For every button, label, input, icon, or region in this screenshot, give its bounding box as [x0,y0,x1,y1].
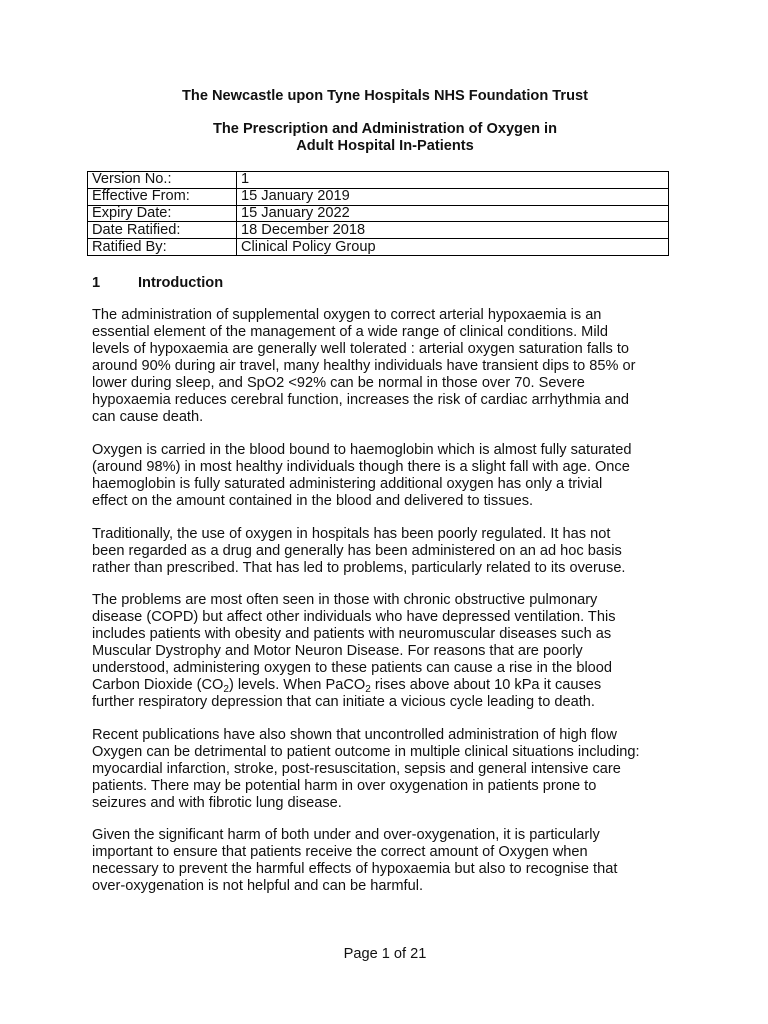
section-heading [92,275,223,292]
paragraph-line: Oxygen can be detrimental to patient outcome in multiple clinical situations including: [92,744,640,760]
section-number: 1 [92,275,101,291]
document-title-line-1: The Prescription and Administration of Oxygen in [212,121,558,137]
paragraph-line: been regarded as a drug and generally has been administered on an ad hoc basis [92,543,622,559]
paragraph-line: Traditionally, the use of oxygen in hospitals has been poorly regulated. It has not [92,526,611,542]
paragraph-line: around 90% during air travel, many healthy individuals have transient dips to 85% or [92,358,636,374]
meta-value: 1 [237,172,669,189]
table-row [88,188,669,205]
paragraph-2 [92,442,684,510]
text-run: rises above about 10 kPa it causes [370,677,602,693]
paragraph-line: The problems are most often seen in those with chronic obstructive pulmonary [92,592,598,608]
page-number: Page 1 of 21 [343,946,427,962]
paragraph-line: can cause death. [92,409,204,425]
paragraph-line: Recent publications have also shown that uncontrolled administration of high flow [92,727,617,743]
paragraph-line: (around 98%) in most healthy individuals though there is a slight fall with age. Once [92,459,630,475]
paragraph-3 [92,526,684,577]
table-row [88,239,669,256]
paragraph-line: Muscular Dystrophy and Motor Neuron Disease. For reasons that are poorly [92,643,583,659]
paragraph-line: necessary to prevent the harmful effects of hypoxaemia but also to recognise that [92,861,618,877]
section-title: Introduction [138,275,224,291]
meta-label: Expiry Date: [88,205,237,222]
meta-value: 15 January 2022 [237,205,669,222]
paragraph-line: important to ensure that patients receive the correct amount of Oxygen when [92,844,588,860]
paragraph-line: over-oxygenation is not helpful and can be harmful. [92,878,423,894]
paragraph-line: disease (COPD) but affect other individuals who have depressed ventilation. This [92,609,616,625]
meta-value: 15 January 2019 [237,188,669,205]
meta-label: Date Ratified: [88,222,237,239]
subscript: 2 [365,684,371,695]
paragraph-line: patients. There may be potential harm in over oxygenation in patients prone to [92,778,597,794]
document-title-line-2: Adult Hospital In-Patients [296,138,474,154]
paragraph-line: essential element of the management of a wide range of clinical conditions. Mild [92,324,608,340]
paragraph-line: levels of hypoxaemia are generally well tolerated : arterial oxygen saturation falls to [92,341,630,357]
text-run: ) levels. When PaCO [228,677,366,693]
meta-label: Version No.: [88,172,237,189]
document-title [92,121,678,155]
paragraph-line: lower during sleep, and SpO2 <92% can be normal in those over 70. Severe [92,375,585,391]
paragraph-line: Oxygen is carried in the blood bound to haemoglobin which is almost fully saturated [92,442,632,458]
subscript: 2 [223,684,229,695]
paragraph-4 [92,592,684,711]
paragraph-6 [92,827,684,895]
paragraph-line: includes patients with obesity and patients with neuromuscular diseases such as [92,626,612,642]
paragraph-line: The administration of supplemental oxygen to correct arterial hypoxaemia is an [92,307,602,323]
paragraph-line: haemoglobin is fully saturated administering additional oxygen has only a trivial [92,476,603,492]
text-run: Carbon Dioxide (CO [92,677,224,693]
paragraph-line: understood, administering oxygen to these patients can cause a rise in the blood [92,660,613,676]
document-metadata-table [87,171,669,256]
paragraph-line: myocardial infarction, stroke, post-resuscitation, sepsis and general intensive care [92,761,621,777]
paragraph-5 [92,727,684,812]
paragraph-line: effect on the amount contained in the blood and delivered to tissues. [92,493,534,509]
meta-label: Effective From: [88,188,237,205]
paragraph-line: hypoxaemia reduces cerebral function, increases the risk of cardiac arrhythmia and [92,392,629,408]
paragraph-line [92,677,684,694]
paragraph-line: rather than prescribed. That has led to problems, particularly related to its overuse. [92,560,626,576]
table-row [88,205,669,222]
meta-value: 18 December 2018 [237,222,669,239]
paragraph-line: Given the significant harm of both under and over-oxygenation, it is particularly [92,827,600,843]
organisation-title: The Newcastle upon Tyne Hospitals NHS Foundation Trust [182,88,588,104]
paragraph-line: further respiratory depression that can initiate a vicious cycle leading to death. [92,694,595,710]
table-row [88,222,669,239]
meta-label: Ratified By: [88,239,237,256]
table-row [88,172,669,189]
paragraph-1 [92,307,684,426]
meta-value: Clinical Policy Group [237,239,669,256]
paragraph-line: seizures and with fibrotic lung disease. [92,795,342,811]
